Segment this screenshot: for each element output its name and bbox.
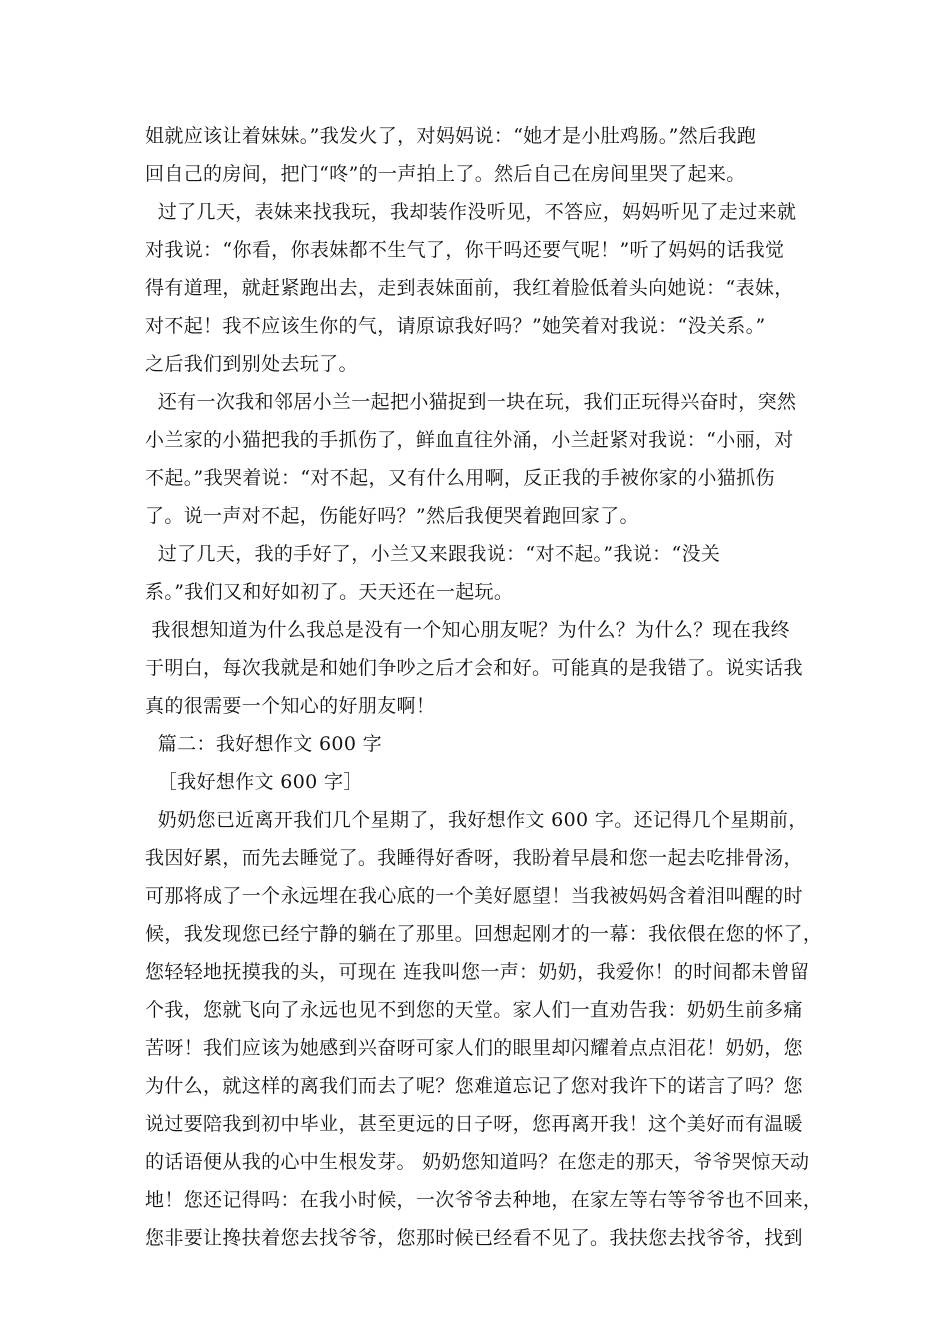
text-line: 小兰家的小猫把我的手抓伤了，鲜血直往外涌，小兰赶紧对我说：“小丽，对 — [145, 429, 794, 451]
text-line: 于明白，每次我就是和她们争吵之后才会和好。可能真的是我错了。说实话我 — [145, 657, 803, 679]
text-line: 地！您还记得吗：在我小时候，一次爷爷去种地，在家左等右等爷爷也不回来， — [145, 1189, 823, 1211]
text-line: 对不起！我不应该生你的气，请原谅我好吗？”她笑着对我说：“没关系。” — [145, 315, 766, 337]
text-line: 您轻轻地抚摸我的头，可现在 连我叫您一声：奶奶，我爱你！的时间都未曾留 — [145, 961, 810, 983]
text-line: 还有一次我和邻居小兰一起把小猫捉到一块在玩，我们正玩得兴奋时，突然 — [145, 391, 797, 413]
text-line: 回自己的房间，把门“咚”的一声拍上了。然后自己在房间里哭了起来。 — [145, 163, 746, 185]
text-line: 得有道理，就赶紧跑出去，走到表妹面前，我红着脸低着头向她说：“表妹， — [145, 277, 794, 299]
text-line: 为什么，就这样的离我们而去了呢？您难道忘记了您对我许下的诺言了吗？您 — [145, 1075, 803, 1097]
text-line: 的话语便从我的心中生根发芽。 奶奶您知道吗？在您走的那天，爷爷哭惊天动 — [145, 1151, 810, 1173]
text-line: 您非要让搀扶着您去找爷爷，您那时候已经看不见了。我扶您去找爷爷，找到 — [145, 1227, 803, 1249]
text-line: 系。”我们又和好如初了。天天还在一起玩。 — [145, 581, 514, 603]
text-line: 对我说：“你看，你表妹都不生气了，你干吗还要气呢！”听了妈妈的话我觉 — [145, 239, 785, 261]
text-line: 过了几天，表妹来找我玩，我却装作没听见，不答应，妈妈听见了走过来就 — [145, 201, 797, 223]
text-line: 可那将成了一个永远埋在我心底的一个美好愿望！当我被妈妈含着泪叫醒的时 — [145, 885, 803, 907]
text-line: 说过要陪我到初中毕业，甚至更远的日子呀，您再离开我！这个美好而有温暖 — [145, 1113, 803, 1135]
text-line: 个我，您就飞向了永远也见不到您的天堂。家人们一直劝告我：奶奶生前多痛 — [145, 999, 803, 1021]
text-line: 我因好累，而先去睡觉了。我睡得好香呀，我盼着早晨和您一起去吃排骨汤， — [145, 847, 803, 869]
text-line: 苦呀！我们应该为她感到兴奋呀可家人们的眼里却闪耀着点点泪花！奶奶，您 — [145, 1037, 803, 1059]
text-line: 了。说一声对不起，伤能好吗？”然后我便哭着跑回家了。 — [145, 505, 639, 527]
text-line: 过了几天，我的手好了，小兰又来跟我说：“对不起。”我说：“没关 — [145, 543, 721, 565]
text-line: 姐就应该让着妹妹。”我发火了，对妈妈说：“她才是小肚鸡肠。”然后我跑 — [145, 125, 757, 147]
text-line: 真的很需要一个知心的好朋友啊！ — [145, 695, 436, 717]
text-line: 我很想知道为什么我总是没有一个知心朋友呢？为什么？为什么？现在我终 — [145, 619, 790, 641]
text-line: 奶奶您已近离开我们几个星期了，我好想作文 600 字。还记得几个星期前， — [145, 809, 808, 831]
section-heading: 篇二：我好想作文 600 字 — [145, 733, 383, 755]
text-line: 之后我们到别处去玩了。 — [145, 353, 358, 375]
section-subtitle: ［我好想作文 600 字］ — [145, 771, 363, 793]
text-line: 不起。”我哭着说：“对不起，又有什么用啊，反正我的手被你家的小猫抓伤 — [145, 467, 775, 489]
text-line: 候，我发现您已经宁静的躺在了那里。回想起刚才的一幕：我依偎在您的怀了， — [145, 923, 823, 945]
